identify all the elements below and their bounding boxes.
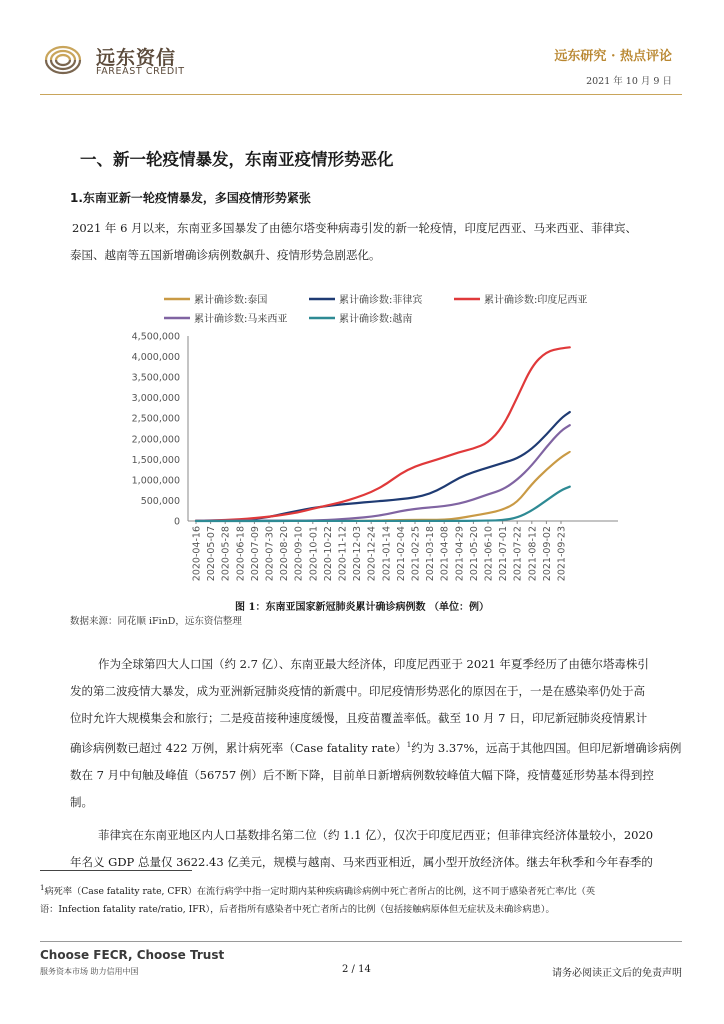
y-tick-label: 4,500,000 — [131, 331, 180, 343]
x-tick-label: 2021-09-02 — [541, 526, 553, 582]
paragraph-line: 位时允许大规模集会和旅行；二是疫苗接种速度缓慢，且疫苗覆盖率低。截至 10 月 7 日，印尼新冠肺炎疫情累计 — [70, 711, 648, 725]
x-tick-label: 2021-03-18 — [425, 526, 437, 582]
section-heading: 一、新一轮疫情暴发，东南亚疫情形势恶化 — [80, 150, 394, 169]
series-line — [196, 425, 570, 521]
x-tick-label: 2021-07-01 — [498, 526, 510, 582]
paragraph-line: 制。 — [70, 794, 93, 809]
y-tick-label: 2,000,000 — [131, 434, 180, 446]
paragraph-line: 泰国、越南等五国新增确诊病例数飙升、疫情形势急剧恶化。 — [70, 248, 381, 262]
x-tick-label: 2021-02-04 — [395, 526, 407, 582]
footer-divider — [40, 941, 682, 942]
footnote — [40, 879, 682, 919]
x-tick-label: 2020-11-12 — [337, 526, 349, 582]
paragraph-2 — [70, 651, 682, 816]
brand-name-cn: 远东资信 — [96, 47, 177, 69]
x-tick-label: 2020-10-01 — [308, 526, 320, 582]
footnote-number: 1 — [40, 884, 45, 892]
paragraph-line: 发的第二波疫情大暴发，成为亚洲新冠肺炎疫情的新震中。印尼疫情形势恶化的原因在于，一是在感染率仍处于高 — [70, 684, 645, 698]
x-tick-label: 2021-08-12 — [527, 526, 539, 582]
paragraph-line: 作为全球第四大人口国（约 2.7 亿）、东南亚最大经济体，印度尼西亚于 2021 年夏季经历了由德尔塔毒株引 — [98, 657, 649, 671]
text-span: 确诊病例数已超过 422 万例，累计病死率（Case fatality rate） — [70, 740, 407, 755]
paragraph-line: 2021 年 6 月以来，东南亚多国暴发了由德尔塔变种病毒引发的新一轮疫情，印度尼西亚、马来西亚、菲律宾、 — [72, 221, 638, 235]
paragraph-line — [70, 732, 682, 762]
legend-label: 累计确诊数:越南 — [339, 314, 413, 325]
x-tick-label: 2020-09-10 — [293, 526, 305, 582]
paragraph-line: 菲律宾在东南亚地区内人口基数排名第二位（约 1.1 亿），仅次于印度尼西亚；但菲律宾经济体量较小，2020 — [98, 828, 654, 842]
y-tick-label: 1,000,000 — [131, 475, 180, 487]
x-tick-label: 2021-02-25 — [410, 526, 422, 582]
footnote-ref[interactable]: 1 — [406, 741, 412, 749]
x-tick-label: 2021-04-08 — [439, 526, 451, 582]
text-span: 约为 3.37%，远高于其他四国。但印尼新增确诊病例 — [411, 740, 682, 755]
y-tick-label: 0 — [173, 516, 180, 528]
legend-label: 累计确诊数:马来西亚 — [194, 314, 288, 325]
x-tick-label: 2020-07-30 — [264, 526, 276, 582]
x-tick-label: 2021-06-10 — [483, 526, 495, 582]
page-number: 2 / 14 — [342, 964, 371, 975]
cases-line-chart — [124, 285, 624, 590]
report-section-label: 远东研究 · 热点评论 — [554, 49, 672, 64]
footer-slogan-en: Choose FECR, Choose Trust — [40, 948, 225, 962]
brand-name-en: FAREAST CREDIT — [96, 66, 185, 77]
fareast-logo-icon — [42, 42, 84, 78]
y-tick-label: 500,000 — [140, 495, 180, 507]
y-tick-label: 2,500,000 — [131, 413, 180, 425]
x-tick-label: 2020-07-09 — [249, 526, 261, 582]
x-tick-label: 2021-05-20 — [468, 526, 480, 582]
footnote-divider — [40, 870, 192, 871]
y-tick-label: 3,500,000 — [131, 372, 180, 384]
report-date: 2021 年 10 月 9 日 — [586, 76, 672, 87]
y-tick-label: 4,000,000 — [131, 352, 180, 364]
disclaimer-notice: 请务必阅读正文后的免责声明 — [552, 968, 682, 979]
x-tick-label: 2021-07-22 — [512, 526, 524, 582]
footer-slogan-cn: 服务资本市场 助力信用中国 — [40, 967, 139, 976]
x-tick-label: 2020-06-18 — [235, 526, 247, 582]
paragraph-line: 数在 7 月中旬触及峰值（56757 例）后不断下降，目前单日新增病例数较峰值大幅下降，疫情蔓延形势基本得到控 — [70, 767, 654, 782]
paragraph-1 — [70, 215, 682, 269]
x-tick-label: 2020-10-22 — [322, 526, 334, 582]
legend-label: 累计确诊数:印度尼西亚 — [484, 295, 588, 306]
text-span: 病死率（Case fatality rate, CFR）在流行病学中指一定时期内某种疾病确诊病例中死亡者所占的比例，这不同于感染者死亡率/比（英 — [44, 886, 596, 898]
x-tick-label: 2021-04-29 — [454, 526, 466, 582]
x-tick-label: 2020-05-28 — [220, 526, 232, 582]
legend-label: 累计确诊数:菲律宾 — [339, 295, 423, 306]
x-tick-label: 2020-04-16 — [191, 526, 203, 582]
header-divider — [40, 94, 682, 95]
figure-caption: 图 1：东南亚国家新冠肺炎累计确诊病例数 （单位：例） — [235, 602, 489, 613]
series-line — [196, 347, 570, 520]
x-tick-label: 2020-12-03 — [352, 526, 364, 582]
subsection-heading: 1.东南亚新一轮疫情暴发，多国疫情形势紧张 — [70, 191, 311, 205]
data-source: 数据来源：同花顺 iFinD，远东资信整理 — [70, 616, 242, 627]
x-tick-label: 2020-12-24 — [366, 526, 378, 582]
paragraph-line: 年名义 GDP 总量仅 3622.43 亿美元，规模与越南、马来西亚相近，属小型开放经济体。继去年秋季和今年春季的 — [70, 855, 653, 869]
x-tick-label: 2020-08-20 — [279, 526, 291, 582]
y-tick-label: 3,000,000 — [131, 393, 180, 405]
x-tick-label: 2021-01-14 — [381, 526, 393, 582]
x-tick-label: 2020-05-07 — [206, 526, 218, 582]
x-tick-label: 2021-09-23 — [556, 526, 568, 582]
footnote-line: 语：Infection fatality rate/ratio, IFR），后者指所有感染者中死亡者所占的比例（包括接触病原体但无症状及未确诊病患）。 — [40, 904, 555, 916]
legend-label: 累计确诊数:泰国 — [194, 295, 268, 306]
paragraph-3 — [70, 822, 682, 876]
y-tick-label: 1,500,000 — [131, 454, 180, 466]
footnote-line — [40, 879, 682, 901]
